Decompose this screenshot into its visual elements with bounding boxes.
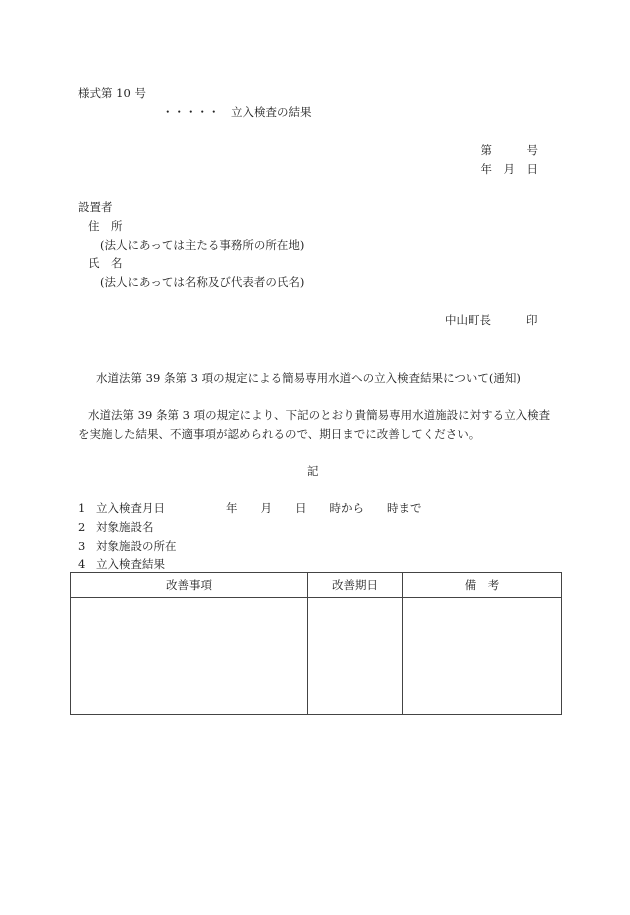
notice-subject: 水道法第 39 条第 3 項の規定による簡易専用水道への立入検査結果について(通知) bbox=[96, 371, 521, 385]
document-title: ・・・・・ 立入検査の結果 bbox=[162, 105, 312, 119]
improvement-deadline-cell bbox=[308, 598, 403, 715]
body-line-2: を実施した結果、不適事項が認められるので、期日までに改善してください。 bbox=[78, 427, 481, 441]
item-3-label: 対象施設の所在 bbox=[96, 539, 177, 553]
ki-heading: 記 bbox=[307, 464, 319, 478]
issuer-seal: 印 bbox=[526, 313, 538, 327]
item-1-value: 年 月 日 時から 時まで bbox=[226, 501, 422, 515]
issuer-name: 中山町長 bbox=[445, 313, 491, 327]
remarks-cell bbox=[403, 598, 562, 715]
date-line: 年 月 日 bbox=[480, 162, 538, 176]
item-3-number: 3 bbox=[78, 539, 86, 553]
number-line: 第 号 bbox=[480, 143, 538, 157]
item-4-label: 立入検査結果 bbox=[96, 557, 165, 571]
table-header-row bbox=[71, 573, 562, 598]
address-label: 住 所 bbox=[88, 219, 123, 233]
inspection-result-table bbox=[70, 572, 562, 715]
name-label: 氏 名 bbox=[88, 256, 123, 270]
header-remarks: 備 考 bbox=[403, 573, 562, 598]
item-4-number: 4 bbox=[78, 557, 86, 571]
item-2-number: 2 bbox=[78, 520, 86, 534]
header-improvement-deadline: 改善期日 bbox=[308, 573, 403, 598]
item-2-label: 対象施設名 bbox=[96, 520, 154, 534]
header-improvement-items: 改善事項 bbox=[71, 573, 308, 598]
item-1-number: 1 bbox=[78, 501, 86, 515]
body-line-1: 水道法第 39 条第 3 項の規定により、下記のとおり貴簡易専用水道施設に対する立入検査 bbox=[88, 408, 551, 422]
improvement-items-cell bbox=[71, 598, 308, 715]
address-note: (法人にあっては主たる事務所の所在地) bbox=[100, 238, 305, 252]
addressee-heading: 設置者 bbox=[78, 200, 113, 214]
table-row bbox=[71, 598, 562, 715]
form-number: 様式第 10 号 bbox=[78, 86, 146, 100]
name-note: (法人にあっては名称及び代表者の氏名) bbox=[100, 275, 305, 289]
item-1-label: 立入検査月日 bbox=[96, 501, 165, 515]
